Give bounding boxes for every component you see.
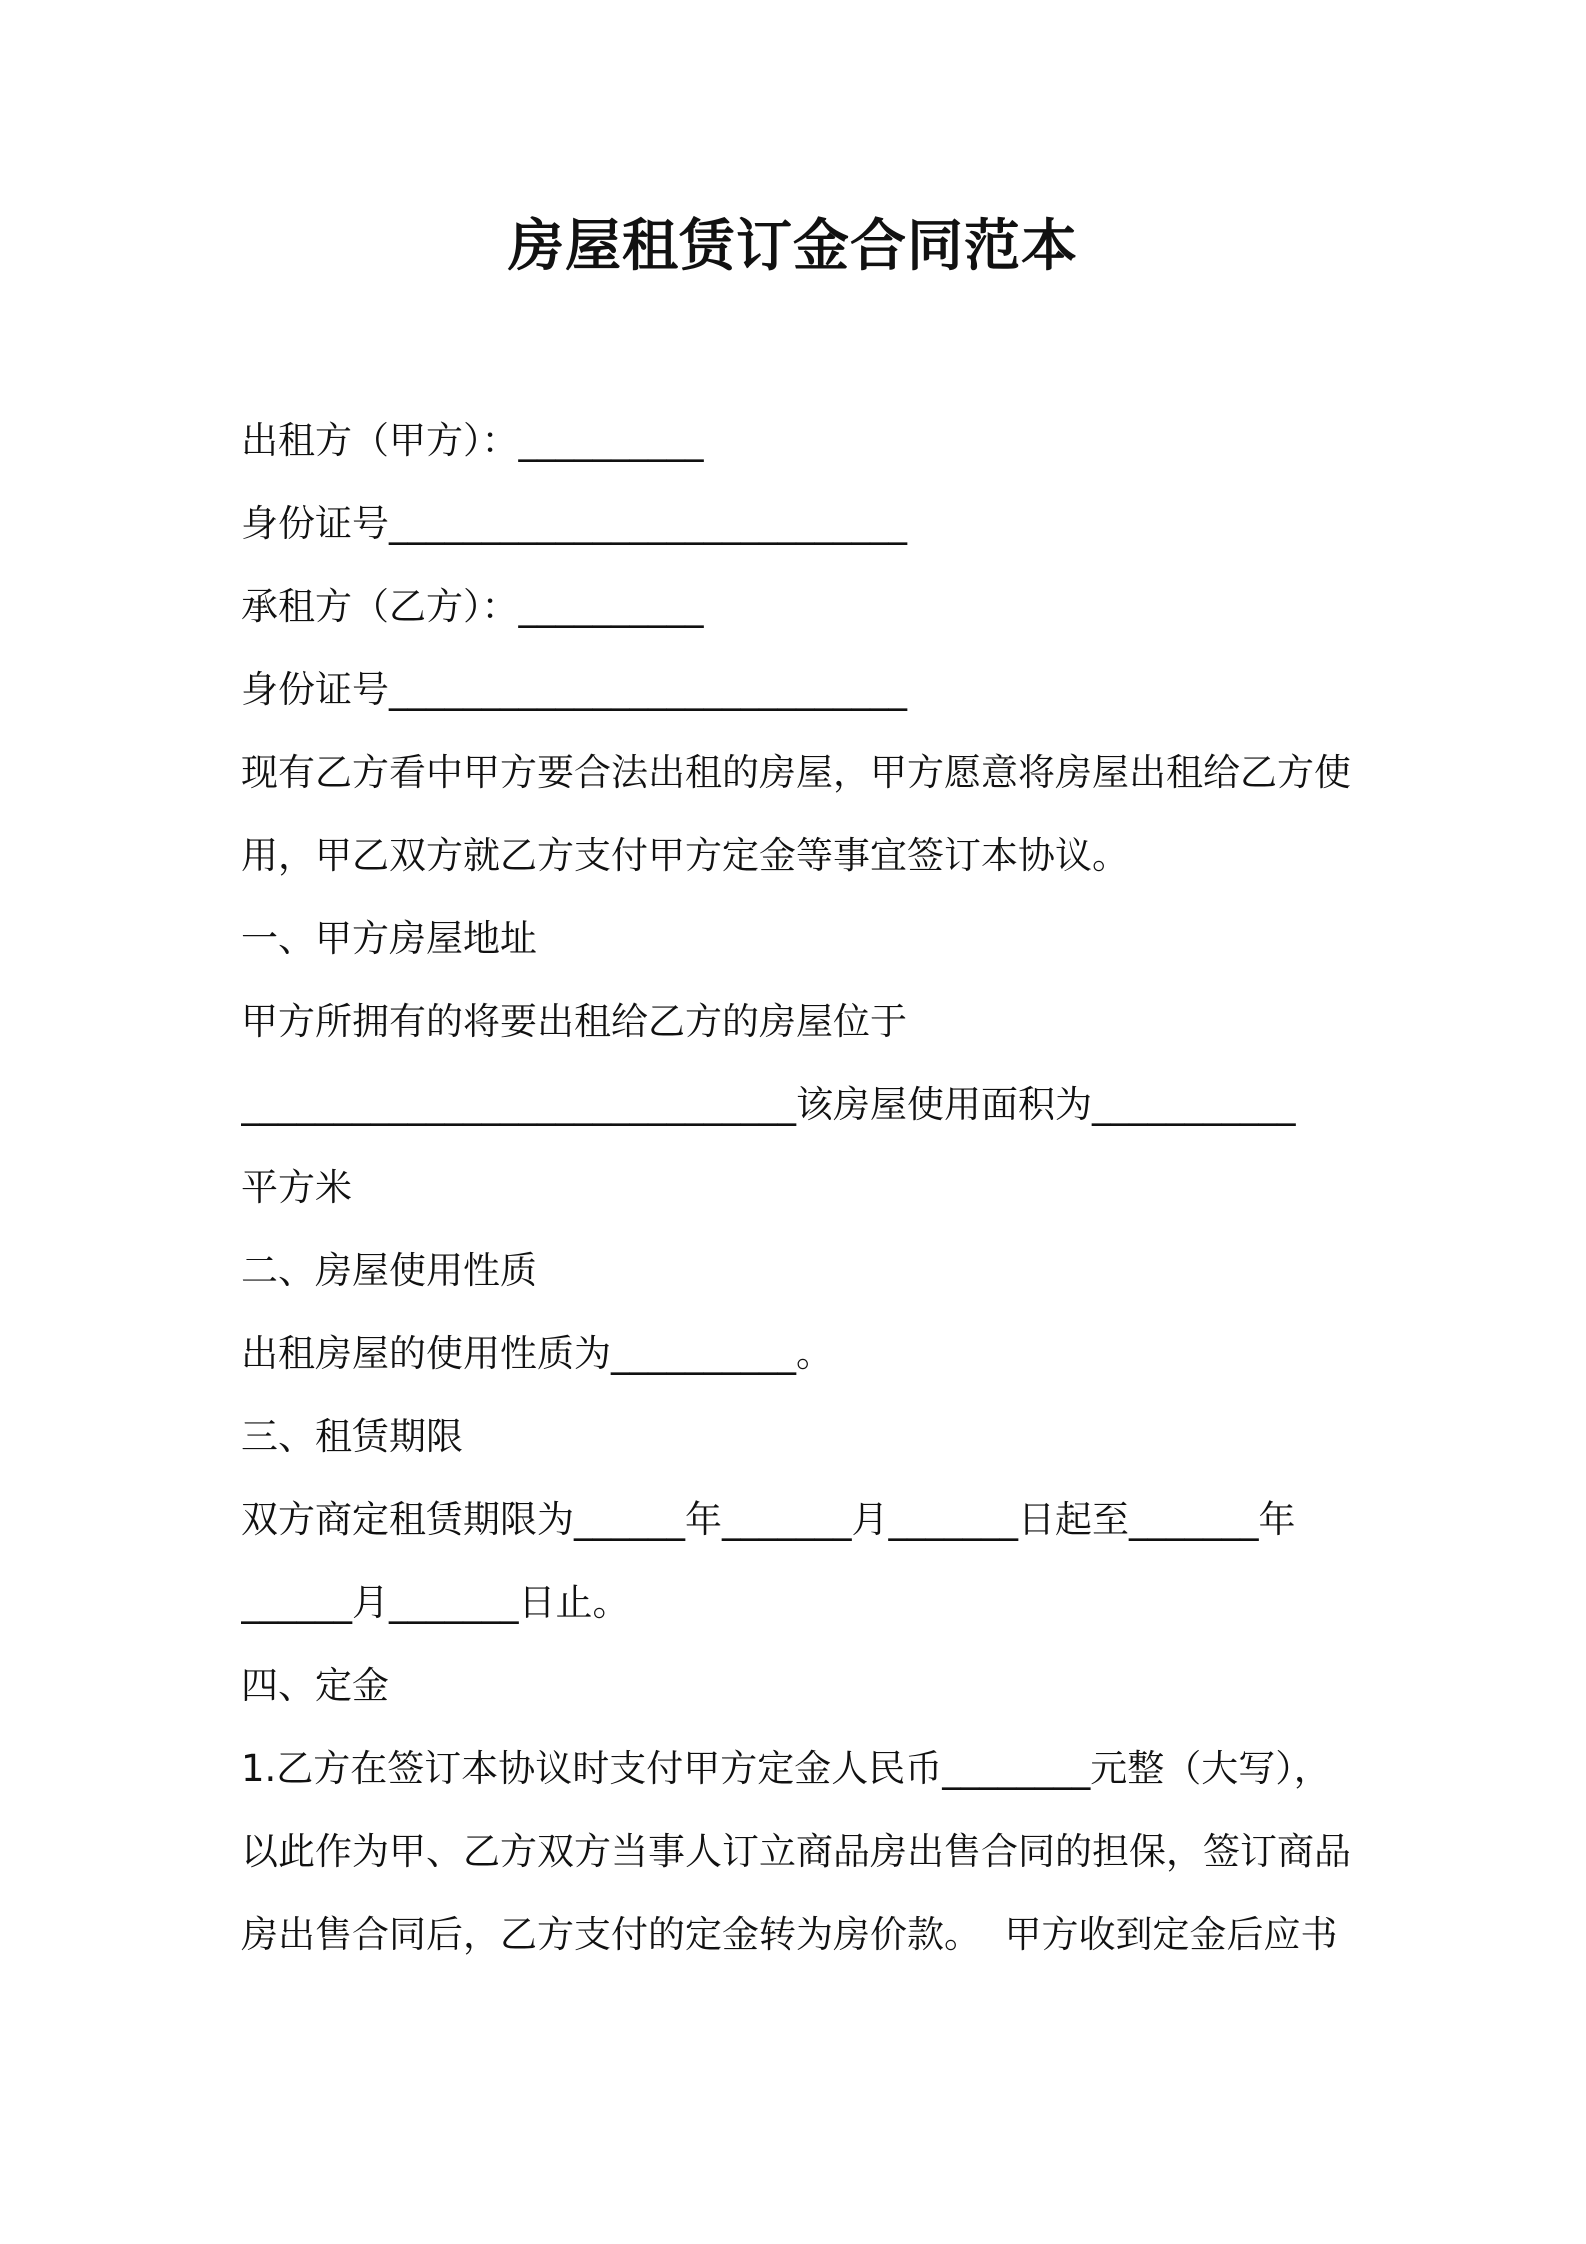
address-line-1: 甲方所拥有的将要出租给乙方的房屋位于 [241, 1000, 907, 1043]
term-line-2: ______月_______日止。 [241, 1581, 630, 1624]
intro-paragraph-line-1: 现有乙方看中甲方要合法出租的房屋，甲方愿意将房屋出租给乙方使 [241, 751, 1351, 794]
address-line-2: ______________________________该房屋使用面积为___________ [241, 1083, 1296, 1126]
intro-paragraph-line-2: 用，甲乙双方就乙方支付甲方定金等事宜签订本协议。 [241, 834, 1129, 877]
deposit-line-1: 1.乙方在签订本协议时支付甲方定金人民币________元整（大写）， [241, 1747, 1331, 1790]
lessor-id-line: 身份证号____________________________ [241, 502, 907, 545]
usage-line: 出租房屋的使用性质为__________。 [241, 1332, 833, 1375]
lessor-line: 出租方（甲方）：__________ [241, 419, 704, 462]
section-heading-usage: 二、房屋使用性质 [241, 1249, 537, 1292]
document-body [241, 404, 1351, 1981]
section-heading-term: 三、租赁期限 [241, 1415, 463, 1458]
lessee-id-line: 身份证号____________________________ [241, 668, 907, 711]
term-line-1: 双方商定租赁期限为______年_______月_______日起至_______年 [241, 1498, 1296, 1541]
section-heading-address: 一、甲方房屋地址 [241, 917, 537, 960]
deposit-line-3: 房出售合同后，乙方支付的定金转为房价款。 甲方收到定金后应书 [241, 1913, 1338, 1956]
deposit-line-2: 以此作为甲、乙方双方当事人订立商品房出售合同的担保，签订商品 [241, 1830, 1351, 1873]
lessee-line: 承租方（乙方）：__________ [241, 585, 704, 628]
address-line-3: 平方米 [241, 1166, 352, 1209]
document-title: 房屋租赁订金合同范本 [508, 214, 1078, 279]
section-heading-deposit: 四、定金 [241, 1664, 389, 1707]
